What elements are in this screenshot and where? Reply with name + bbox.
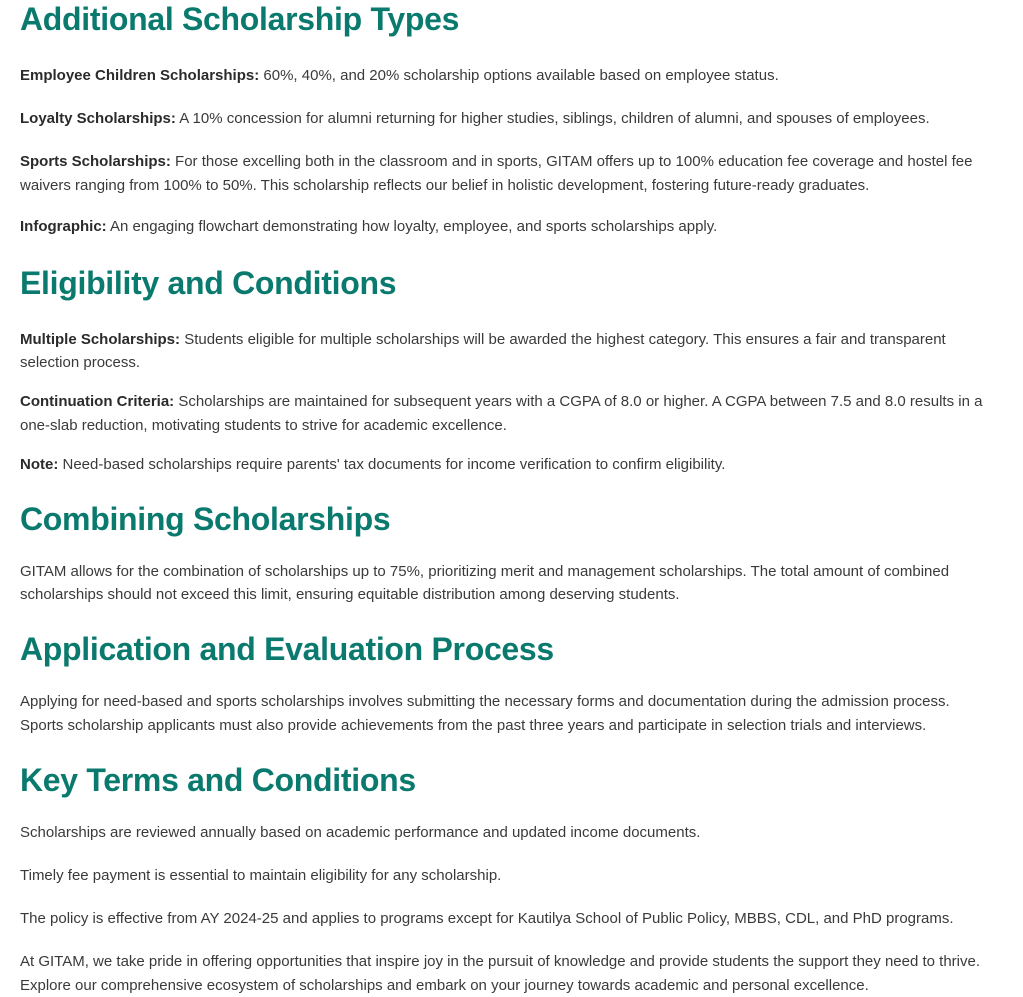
paragraph [20,560,995,607]
section-heading: Application and Evaluation Process [20,631,554,668]
section-heading: Additional Scholarship Types [20,1,460,37]
paragraph-text: Timely fee payment is essential to maintain eligibility for any scholarship. [20,866,502,884]
section-heading: Eligibility and Conditions [20,265,397,302]
paragraph-text: An engaging flowchart demonstrating how loyalty, employee, and sports scholarships apply. [106,217,718,235]
paragraph-lead: Multiple Scholarships: [20,330,181,348]
paragraph-lead: Employee Children Scholarships: [20,66,260,84]
paragraph [20,107,1001,130]
paragraph-lead: Note: [20,455,59,473]
section-additional-scholarship-types [20,0,1001,238]
paragraph [20,328,1001,375]
paragraph [20,864,1001,887]
section-application-and-evaluation-process [20,632,1001,736]
paragraph-text: 60%, 40%, and 20% scholarship options available based on employee status. [259,66,779,84]
paragraph [20,390,1001,437]
paragraph [20,907,1001,930]
section-eligibility-and-conditions [20,266,1001,476]
paragraph-text: Applying for need-based and sports scholarships involves submitting the necessary forms and documentation during the admission process. Sports scholarship applicants must also provide achievements from the past three years and participate in selection trials and interviews. [20,693,950,734]
paragraph-text: GITAM allows for the combination of scholarships up to 75%, prioritizing merit and management scholarships. The total amount of combined scholarships should not exceed this limit, ensuring equitable distribution among deserving students. [20,562,950,604]
section-heading: Combining Scholarships [20,501,391,538]
paragraph [20,64,1001,87]
section-key-terms-and-conditions [20,763,1001,997]
paragraph-text: For those excelling both in the classroom and in sports, GITAM offers up to 100% education fee coverage and hostel fee waivers ranging from 100% to 50%. This scholarship reflects our belief in holistic development, fostering future-ready graduates. [20,153,973,194]
paragraph [20,690,988,737]
section-heading: Key Terms and Conditions [20,761,416,798]
paragraph-text: A 10% concession for alumni returning for higher studies, siblings, children of alumni, and spouses of employees. [175,110,930,128]
paragraph-text: At GITAM, we take pride in offering opportunities that inspire joy in the pursuit of knowledge and provide students the support they need to thrive. Explore our comprehensive ecosystem of scholarships and embark on your journey towards academic and personal excellence. [20,953,980,994]
paragraph-text: Scholarships are reviewed annually based on academic performance and updated income documents. [20,823,701,841]
section-combining-scholarships [20,502,1001,606]
paragraph-lead: Infographic: [20,217,107,235]
paragraph-text: Scholarships are maintained for subsequent years with a CGPA of 8.0 or higher. A CGPA between 7.5 and 8.0 results in a one-slab reduction, motivating students to strive for academic excellence. [20,393,983,434]
paragraph [20,215,1001,238]
paragraph [20,950,995,997]
paragraph-lead: Loyalty Scholarships: [20,110,176,128]
paragraph-lead: Sports Scholarships: [20,153,171,171]
paragraph [20,150,1001,197]
paragraph-lead: Continuation Criteria: [20,393,175,411]
paragraph [20,821,1001,844]
paragraph-text: The policy is effective from AY 2024-25 and applies to programs except for Kautilya School of Public Policy, MBBS, CDL, and PhD programs. [20,910,954,928]
paragraph-text: Students eligible for multiple scholarships will be awarded the highest category. This ensures a fair and transparent selection process. [20,330,946,372]
paragraph [20,453,1001,476]
paragraph-text: Need-based scholarships require parents' tax documents for income verification to confirm eligibility. [58,455,726,473]
